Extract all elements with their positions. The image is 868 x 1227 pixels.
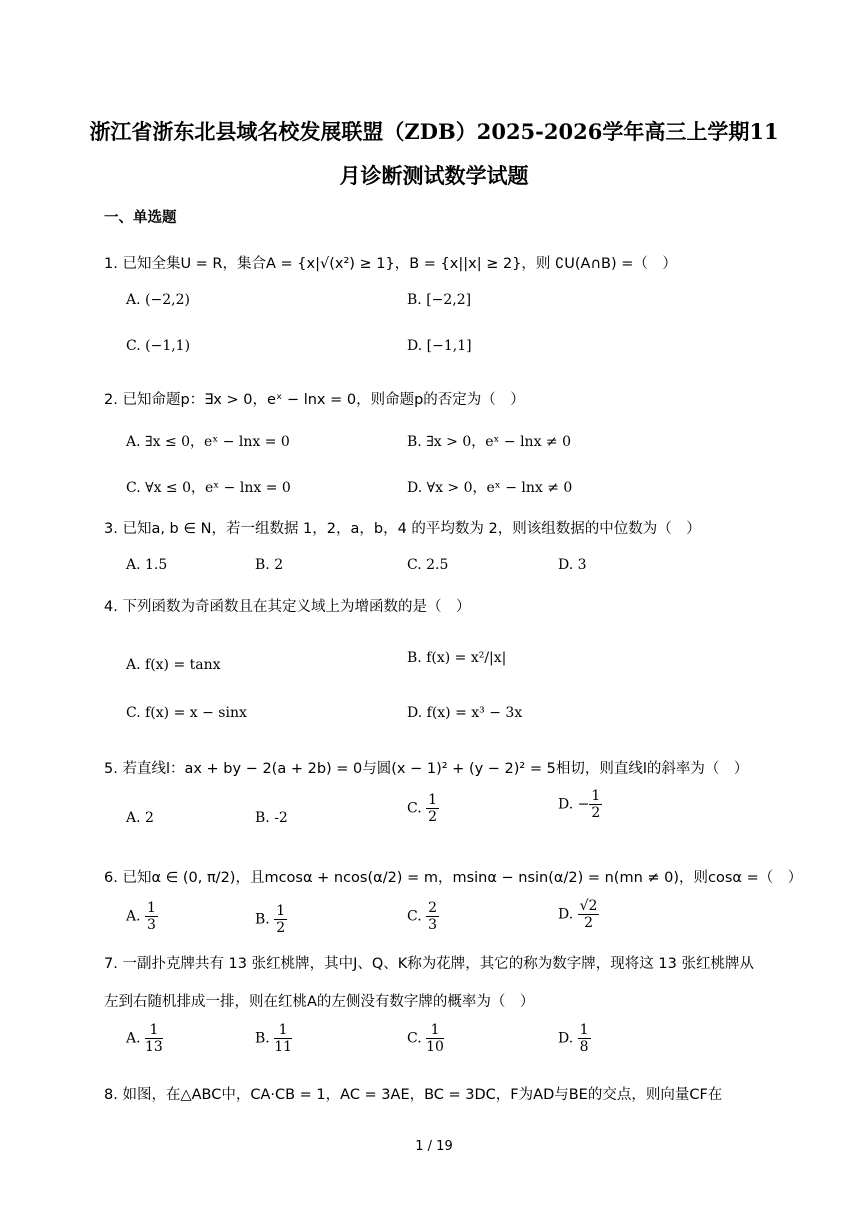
q4-option-c: C. f(x) = x − sinx bbox=[126, 705, 247, 721]
fraction: $\frac{1}{10}$ bbox=[426, 1022, 444, 1056]
q6-option-a: A. $\frac{1}{3}$ bbox=[126, 900, 156, 934]
question-5-stem: 5. 若直线l：ax + by − 2(a + 2b) = 0与圆(x − 1)² + (y − 2)² = 5相切，则直线l的斜率为（ ） bbox=[104, 761, 749, 777]
q6-option-b: B. $\frac{1}{2}$ bbox=[255, 903, 286, 937]
q1-option-b: B. [−2,2] bbox=[407, 292, 472, 308]
q1-option-d: D. [−1,1] bbox=[407, 338, 472, 354]
fraction: $\frac{1}{3}$ bbox=[147, 900, 156, 934]
fraction: $\frac{2}{3}$ bbox=[428, 900, 438, 934]
q2-option-a: A. ∃x ≤ 0，eˣ − lnx = 0 bbox=[126, 434, 290, 450]
question-1-stem: 1. 已知全集U = R，集合A = {x|√(x²) ≥ 1}，B = {x||x| ≥ 2}，则 ∁U(A∩B) =（ ） bbox=[104, 256, 677, 272]
fraction: $\frac{1}{8}$ bbox=[579, 1022, 589, 1056]
q5-option-b: B. -2 bbox=[255, 810, 288, 826]
fraction: $\frac{√2}{2}$ bbox=[579, 898, 598, 932]
question-4-stem: 4. 下列函数为奇函数且在其定义域上为增函数的是（ ） bbox=[104, 599, 471, 615]
q7-option-c: C. $\frac{1}{10}$ bbox=[407, 1022, 444, 1056]
question-6-stem: 6. 已知α ∈ (0, π/2)，且mcosα + ncos(α/2) = m，msinα − nsin(α/2) = n(mn ≠ 0)，则cosα =（ ） bbox=[104, 870, 803, 886]
q6-option-d: D. $\frac{√2}{2}$ bbox=[558, 898, 598, 932]
fraction: $\frac{1}{2}$ bbox=[591, 788, 601, 822]
q7-option-a: A. $\frac{1}{13}$ bbox=[126, 1022, 163, 1056]
question-8-stem: 8. 如图，在△ABC中，CA·CB = 1，AC = 3AE，BC = 3DC，F为AD与BE的交点，则向量CF在 bbox=[104, 1087, 723, 1103]
q3-option-a: A. 1.5 bbox=[126, 557, 168, 573]
q4-option-d: D. f(x) = x³ − 3x bbox=[407, 705, 523, 721]
q3-option-c: C. 2.5 bbox=[407, 557, 449, 573]
q1-option-c: C. (−1,1) bbox=[126, 338, 191, 354]
q3-option-d: D. 3 bbox=[558, 557, 587, 573]
q1-option-a: A. (−2,2) bbox=[126, 292, 190, 308]
fraction: $\frac{1}{2}$ bbox=[276, 903, 286, 937]
section-heading: 一、单选题 bbox=[104, 210, 177, 226]
q2-option-c: C. ∀x ≤ 0，eˣ − lnx = 0 bbox=[126, 480, 291, 496]
question-7-stem-line-1: 7. 一副扑克牌共有 13 张红桃牌，其中J、Q、K称为花牌，其它的称为数字牌，现将这 13 张红桃牌从 bbox=[104, 956, 754, 972]
title-line-2: 月诊断测试数学试题 bbox=[339, 163, 529, 188]
q2-option-b: B. ∃x > 0，eˣ − lnx ≠ 0 bbox=[407, 434, 572, 450]
q7-option-d: D. $\frac{1}{8}$ bbox=[558, 1022, 589, 1056]
q5-option-c: C. $\frac{1}{2}$ bbox=[407, 792, 438, 826]
fraction: $\frac{1}{13}$ bbox=[145, 1022, 163, 1056]
q4-option-b: B. f(x) = x²/|x| bbox=[407, 650, 507, 666]
question-7-stem-line-2: 左到右随机排成一排，则在红桃A的左侧没有数字牌的概率为（ ） bbox=[104, 994, 535, 1010]
q7-option-b: B. $\frac{1}{11}$ bbox=[255, 1022, 293, 1056]
q5-option-a: A. 2 bbox=[126, 810, 154, 826]
q2-option-d: D. ∀x > 0，eˣ − lnx ≠ 0 bbox=[407, 480, 573, 496]
q6-option-c: C. $\frac{2}{3}$ bbox=[407, 900, 438, 934]
q5-option-d: D. − $\frac{1}{2}$ bbox=[558, 788, 601, 822]
q3-option-b: B. 2 bbox=[255, 557, 284, 573]
page-number: 1 / 19 bbox=[415, 1139, 453, 1154]
question-2-stem: 2. 已知命题p：∃x > 0，eˣ − lnx = 0，则命题p的否定为（ ） bbox=[104, 392, 525, 408]
fraction: $\frac{1}{11}$ bbox=[274, 1022, 293, 1056]
title-line-1: 浙江省浙东北县域名校发展联盟（ZDB）2025-2026学年高三上学期11 bbox=[89, 119, 779, 144]
q4-option-a: A. f(x) = tanx bbox=[126, 657, 221, 673]
fraction: $\frac{1}{2}$ bbox=[428, 792, 438, 826]
question-3-stem: 3. 已知a, b ∈ N，若一组数据 1，2，a，b，4 的平均数为 2，则该组数据的中位数为（ ） bbox=[104, 521, 701, 537]
